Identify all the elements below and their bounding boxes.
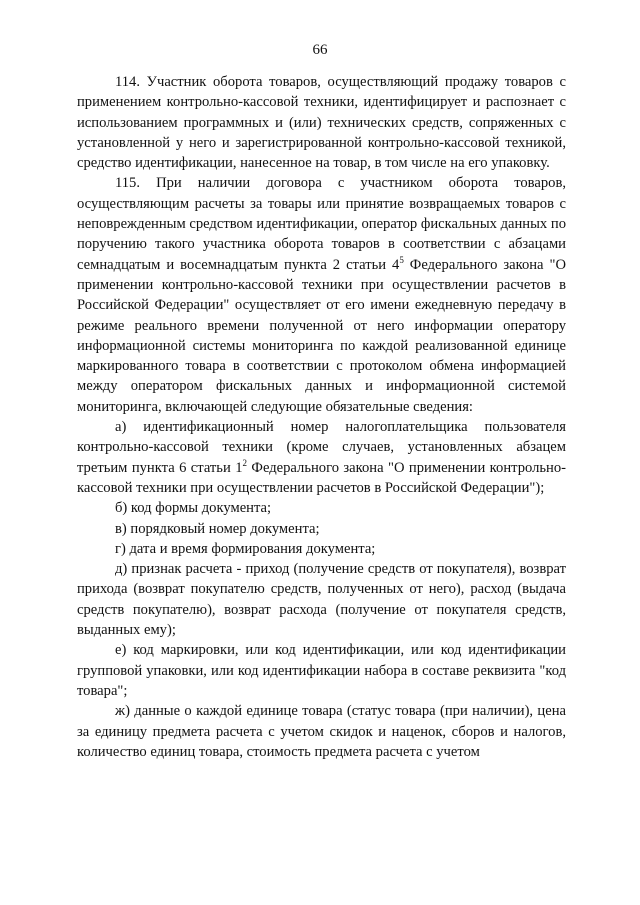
item-zh: ж) данные о каждой единице товара (статус товара (при наличии), цена за единицу предмета расчета с учетом скидок и наценок, сборов и налогов, количество единиц товара, стоимость предмета расчета с учетом <box>77 703 566 760</box>
item-v: в) порядковый номер документа; <box>115 520 320 537</box>
document-body <box>77 72 566 762</box>
paragraph-114: 114. Участник оборота товаров, осуществляющий продажу товаров с применением контрольно-кассовой техники, идентифицирует и распознает с использованием программных и (или) технических средств, сопряженных с установленной у него и зарегистрированной контрольно-кассовой техникой, средство идентификации, нанесенное на товар, в том числе на его упаковку. <box>77 74 566 172</box>
page-number: 66 <box>312 42 328 58</box>
item-d: д) признак расчета - приход (получение средств от покупателя), возврат прихода (возврат покупателю средств, полученных от него), расход (выдача средств покупателю), возврат расхода (получение от покупателя средств, выданных ему); <box>77 561 566 639</box>
item-a: а) идентификационный номер налогоплательщика пользователя контрольно-кассовой техники (кроме случаев, установленных абзацем третьим пункта 6 статьи $1^2$ Федерального закона "О применении контрольно-кассовой техники при осуществлении расчетов в Российской Федерации"); <box>77 419 566 496</box>
item-e: е) код маркировки, или код идентификации, или код идентификации групповой упаковки, или код идентификации набора в составе реквизита "код товара"; <box>77 642 566 699</box>
item-g: г) дата и время формирования документа; <box>115 540 376 557</box>
paragraph-115: 115. При наличии договора с участником оборота товаров, осуществляющим расчеты за товары или принятие возвращаемых товаров с неповрежденным средством идентификации, оператор фискальных данных по поручению такого участника оборота товаров в соответствии с абзацами семнадцатым и восемнадцатым пункта 2 статьи $4^5$ Федерального закона "О применении контрольно-кассовой техники при осуществлении расчетов в Российской Федерации" осуществляет от его имени ежедневную передачу в режиме реального времени полученной от него информации оператору информационной системы мониторинга по каждой реализованной единице маркированного товара в соответствии с протоколом обмена информацией между оператором фискальных данных и информационной системой мониторинга, включающей следующие обязательные сведения: <box>77 175 566 415</box>
item-b: б) код формы документа; <box>115 500 272 517</box>
